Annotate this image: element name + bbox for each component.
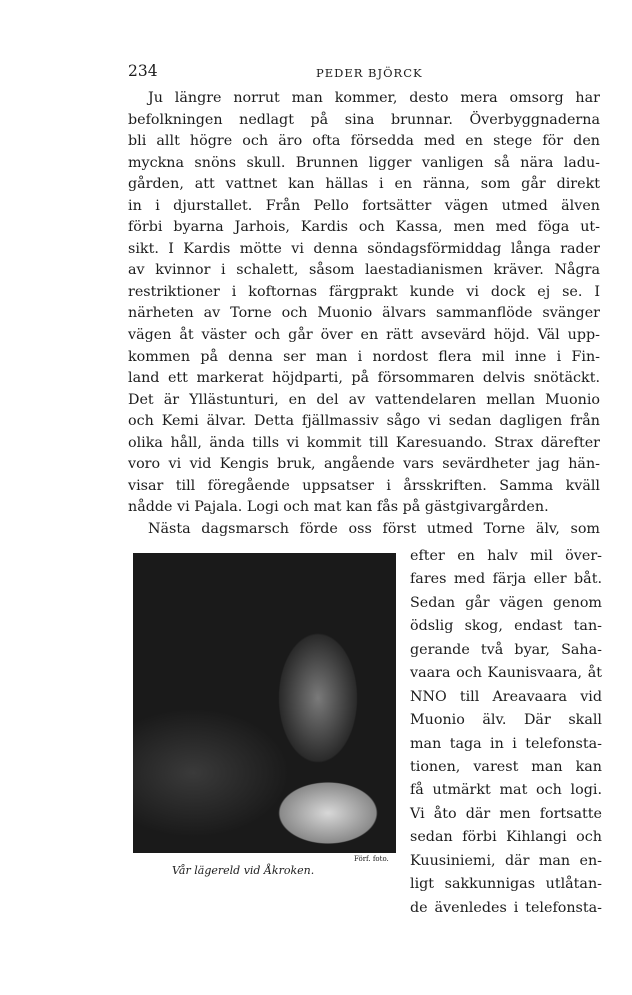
figure — [133, 553, 396, 853]
text-line: av kvinnor i schalett, såsom laestadianismen kräver. Några — [128, 262, 600, 279]
text-line: gerande två byar, Saha- — [410, 641, 602, 658]
text-line: myckna snöns skull. Brunnen ligger vanligen så nära ladu- — [128, 154, 600, 171]
text-line: vägen åt väster och går över en rätt avsevärd höjd. Väl upp- — [128, 327, 600, 344]
text-line: kommen på denna ser man i nordost flera mil inne i Fin- — [128, 348, 600, 365]
text-line: och Kemi älvar. Detta fjällmassiv sågo vi sedan dagligen från — [128, 413, 600, 430]
text-line: förbi byarna Jarhois, Kardis och Kassa, men med föga ut- — [128, 219, 600, 236]
text-line: vaara och Kaunisvaara, åt — [410, 665, 602, 682]
text-line: få utmärkt mat och logi. — [410, 782, 602, 799]
running-head: PEDER BJÖRCK — [316, 66, 423, 80]
text-line: nådde vi Pajala. Logi och mat kan fås på gästgivargården. — [128, 499, 549, 516]
text-line: Det är Yllästunturi, en del av vattendelaren mellan Muonio — [128, 391, 600, 408]
text-line: NNO till Areavaara vid — [410, 688, 602, 705]
text-line: restriktioner i koftornas färgprakt kunde vi dock ej se. I — [128, 283, 600, 300]
text-line: tionen, varest man kan — [410, 758, 602, 775]
text-line: Muonio älv. Där skall — [410, 712, 602, 729]
text-line: olika håll, ända tills vi kommit till Karesuando. Strax därefter — [128, 434, 600, 451]
text-line: närheten av Torne och Muonio älvars sammanflöde svänger — [128, 305, 600, 322]
text-line: voro vi vid Kengis bruk, angående vars sevärdheter jag hän- — [128, 456, 600, 473]
text-line: visar till föregående uppsatser i årsskriften. Samma kväll — [128, 477, 600, 494]
text-line: in i djurstallet. Från Pello fortsätter vägen utmed älven — [128, 197, 600, 214]
photo-credit: Förf. foto. — [354, 855, 389, 863]
text-line: fares med färja eller båt. — [410, 571, 602, 588]
text-line: Vi åto där men fortsatte — [410, 805, 602, 822]
main-paragraph — [128, 88, 600, 540]
text-line: efter en halv mil över- — [410, 548, 602, 564]
side-column — [410, 545, 602, 920]
text-line: land ett markerat höjdparti, på försommaren delvis snötäckt. — [128, 370, 600, 387]
text-line: ligt sakkunnigas utlåtan- — [410, 876, 602, 893]
text-line: sikt. I Kardis mötte vi denna söndagsförmiddag långa rader — [128, 240, 600, 257]
text-line: Nästa dagsmarsch förde oss först utmed Torne älv, som — [148, 520, 600, 537]
text-line: Kuusiniemi, där man en- — [410, 852, 602, 869]
text-line: de ävenledes i telefonsta- — [410, 899, 602, 916]
text-line: ödslig skog, endast tan- — [410, 618, 602, 635]
text-line: sedan förbi Kihlangi och — [410, 829, 602, 846]
page-number: 234 — [128, 62, 158, 80]
figure-caption: Vår lägereld vid Åkroken. — [172, 864, 315, 877]
text-line: befolkningen nedlagt på sina brunnar. Överbyggnaderna — [128, 111, 600, 128]
campfire-photo — [133, 553, 396, 853]
text-line: gården, att vattnet kan hällas i en ränna, som går direkt — [128, 176, 600, 193]
text-line: bli allt högre och äro ofta försedda med en stege för den — [128, 133, 600, 150]
text-line: man taga in i telefonsta- — [410, 735, 602, 752]
text-line: Ju längre norrut man kommer, desto mera omsorg har — [148, 90, 600, 106]
text-line: Sedan går vägen genom — [410, 594, 602, 611]
